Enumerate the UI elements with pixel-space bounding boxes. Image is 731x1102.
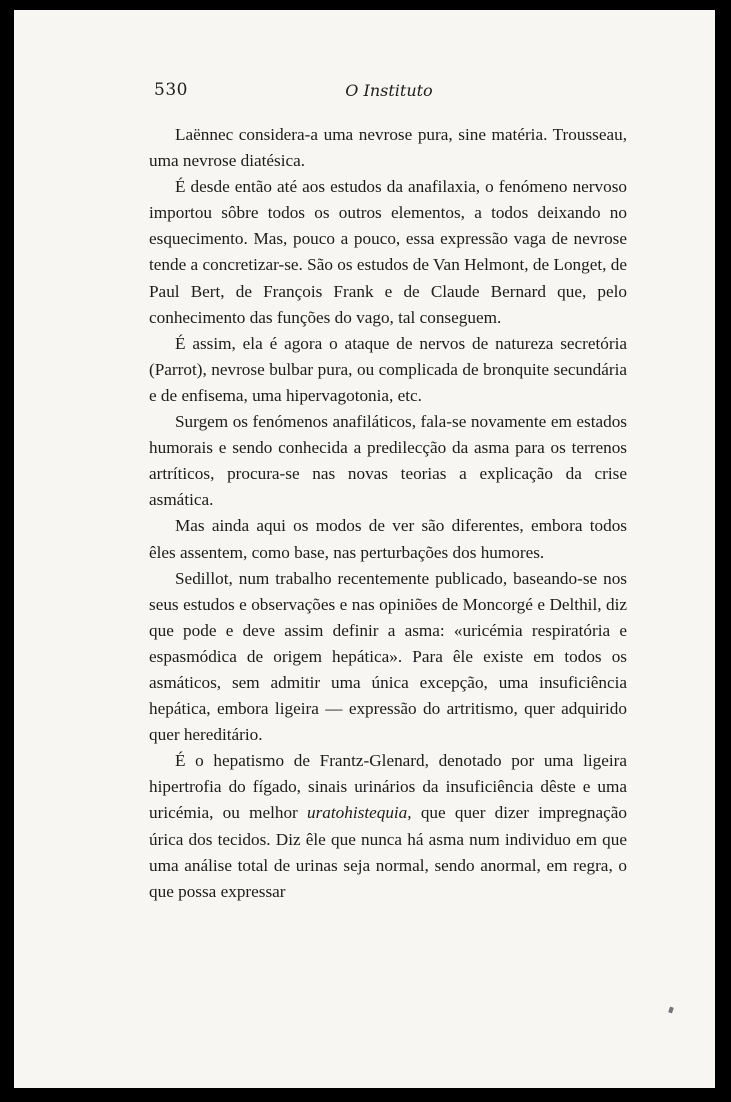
body-text [149,122,627,905]
paragraph-3: É assim, ela é agora o ataque de nervos de natureza secretória (Parrot), nevrose bulbar pura, ou complicada de bronquite secundária e de enfisema, uma hipervagotonia, etc. [149,333,627,405]
running-title: O Instituto [345,81,433,100]
paragraph-5: Mas ainda aqui os modos de ver são diferentes, embora todos êles assentem, como base, nas perturbações dos humores. [149,516,627,562]
paragraph-2: É desde então até aos estudos da anafilaxia, o fenómeno nervoso importou sôbre todos os outros elementos, a todos deixando no esquecimento. Mas, pouco a pouco, essa expressão vaga de nevrose tende a concretizar-se. São os estudos de Van Helmont, de Longet, de Paul Bert, de François Frank e de Claude Bernard que, pelo conhecimento das funções do vago, tal conseguem. [149,177,627,327]
paragraph-1: Laënnec considera-a uma nevrose pura, sine matéria. Trousseau, uma nevrose diatésica. [149,125,627,171]
paragraph-7-after: que quer dizer impregnação úrica dos tecidos. Diz êle que nunca há asma num individuo em que uma análise total de urinas seja normal, sendo anormal, em regra, o que possa expressar [149,803,627,901]
page-number: 530 [154,80,188,100]
paragraph-7 [149,748,627,905]
paragraph-6: Sedillot, num trabalho recentemente publicado, baseando-se nos seus estudos e observações e nas opiniões de Moncorgé e Delthil, diz que pode e deve assim definir a asma: «uricémia respiratória e espasmódica de origem hepática». Para êle existe em todos os asmáticos, sem admitir uma única excepção, uma insuficiência hepática, embora ligeira — expressão do artritismo, quer adquirido quer hereditário. [149,568,627,745]
book-page [14,10,715,1088]
paragraph-7-before: É o hepatismo de Frantz-Glenard, denotado por uma ligeira hipertrofia do fígado, sinais urinários da insuficiência dêste e uma uricémia, ou melhor [149,751,627,823]
paper-speck [668,1006,674,1013]
paragraph-7-italic-term: uratohistequia, [307,803,412,823]
page-header [154,80,624,110]
paragraph-4: Surgem os fenómenos anafiláticos, fala-se novamente em estados humorais e sendo conhecida a predilecção da asma para os terrenos artríticos, procura-se nas novas teorias a explicação da crise asmática. [149,412,627,510]
